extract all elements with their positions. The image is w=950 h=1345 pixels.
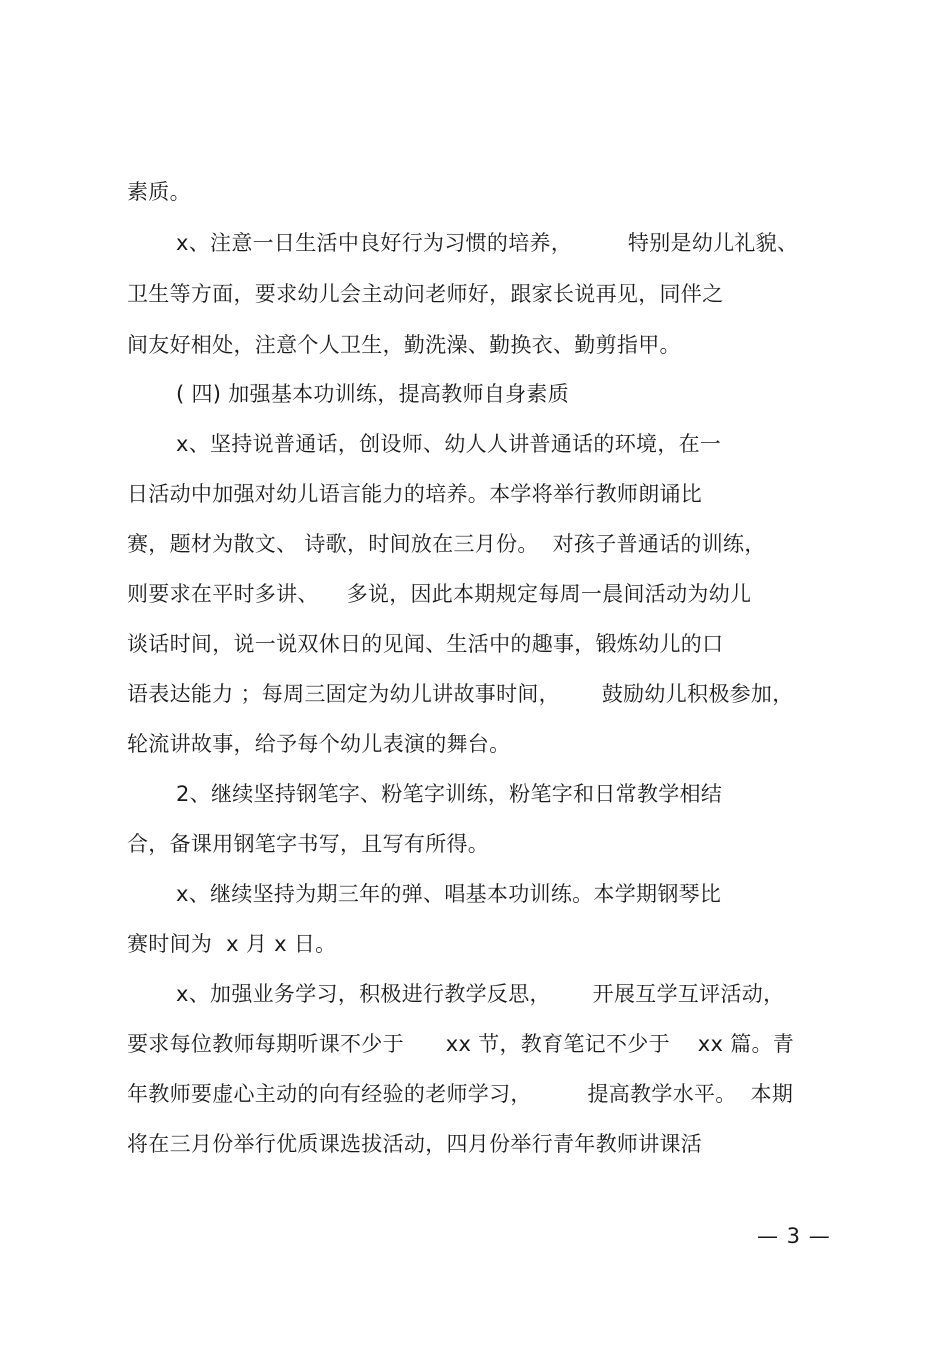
paragraph-start: x、加强业务学习，积极进行教学反思， 开展互学互评活动， [176, 982, 785, 1006]
text-line: 轮流讲故事，给予每个幼儿表演的舞台。 [127, 732, 511, 756]
paragraph-start: x、继续坚持为期三年的弹、唱基本功训练。本学期钢琴比 [176, 882, 722, 906]
text-line: 赛时间为 x 月 x 日。 [127, 932, 337, 956]
text-line: 语表达能力 ；每周三固定为幼儿讲故事时间， 鼓励幼儿积极参加， [127, 682, 794, 706]
paragraph-start: x、坚持说普通话，创设师、幼人人讲普通话的环境，在一 [176, 432, 722, 456]
text-line: 赛，题材为散文、 诗歌，时间放在三月份。 对孩子普通话的训练， [127, 532, 766, 556]
text-line: 要求每位教师每期听课不少于 xx 节，教育笔记不少于 xx 篇。青 [127, 1032, 795, 1056]
section-heading: ( 四) 加强基本功训练，提高教师自身素质 [176, 382, 570, 406]
text-line: 卫生等方面，要求幼儿会主动问老师好，跟家长说再见，同伴之 [127, 282, 724, 306]
text-line: 年教师要虚心主动的向有经验的老师学习， 提高教学水平。 本期 [127, 1082, 794, 1106]
text-line: 素质。 [127, 180, 191, 204]
paragraph-start: 2、继续坚持钢笔字、粉笔字训练，粉笔字和日常教学相结 [176, 782, 723, 806]
text-line: 间友好相处，注意个人卫生，勤洗澡、勤换衣、勤剪指甲。 [127, 333, 681, 357]
text-line: 谈话时间，说一说双休日的见闻、生活中的趣事，锻炼幼儿的口 [127, 632, 724, 656]
text-line: 则要求在平时多讲、 多说，因此本期规定每周一晨间活动为幼儿 [127, 582, 752, 606]
paragraph-start: x、注意一日生活中良好行为习惯的培养， 特别是幼儿礼貌、 [176, 231, 799, 255]
text-line: 日活动中加强对幼儿语言能力的培养。本学将举行教师朗诵比 [127, 482, 703, 506]
page-number: — 3 — [757, 1224, 831, 1248]
text-line: 将在三月份举行优质课选拔活动，四月份举行青年教师讲课活 [127, 1132, 703, 1156]
text-line: 合，备课用钢笔字书写，且写有所得。 [127, 832, 490, 856]
